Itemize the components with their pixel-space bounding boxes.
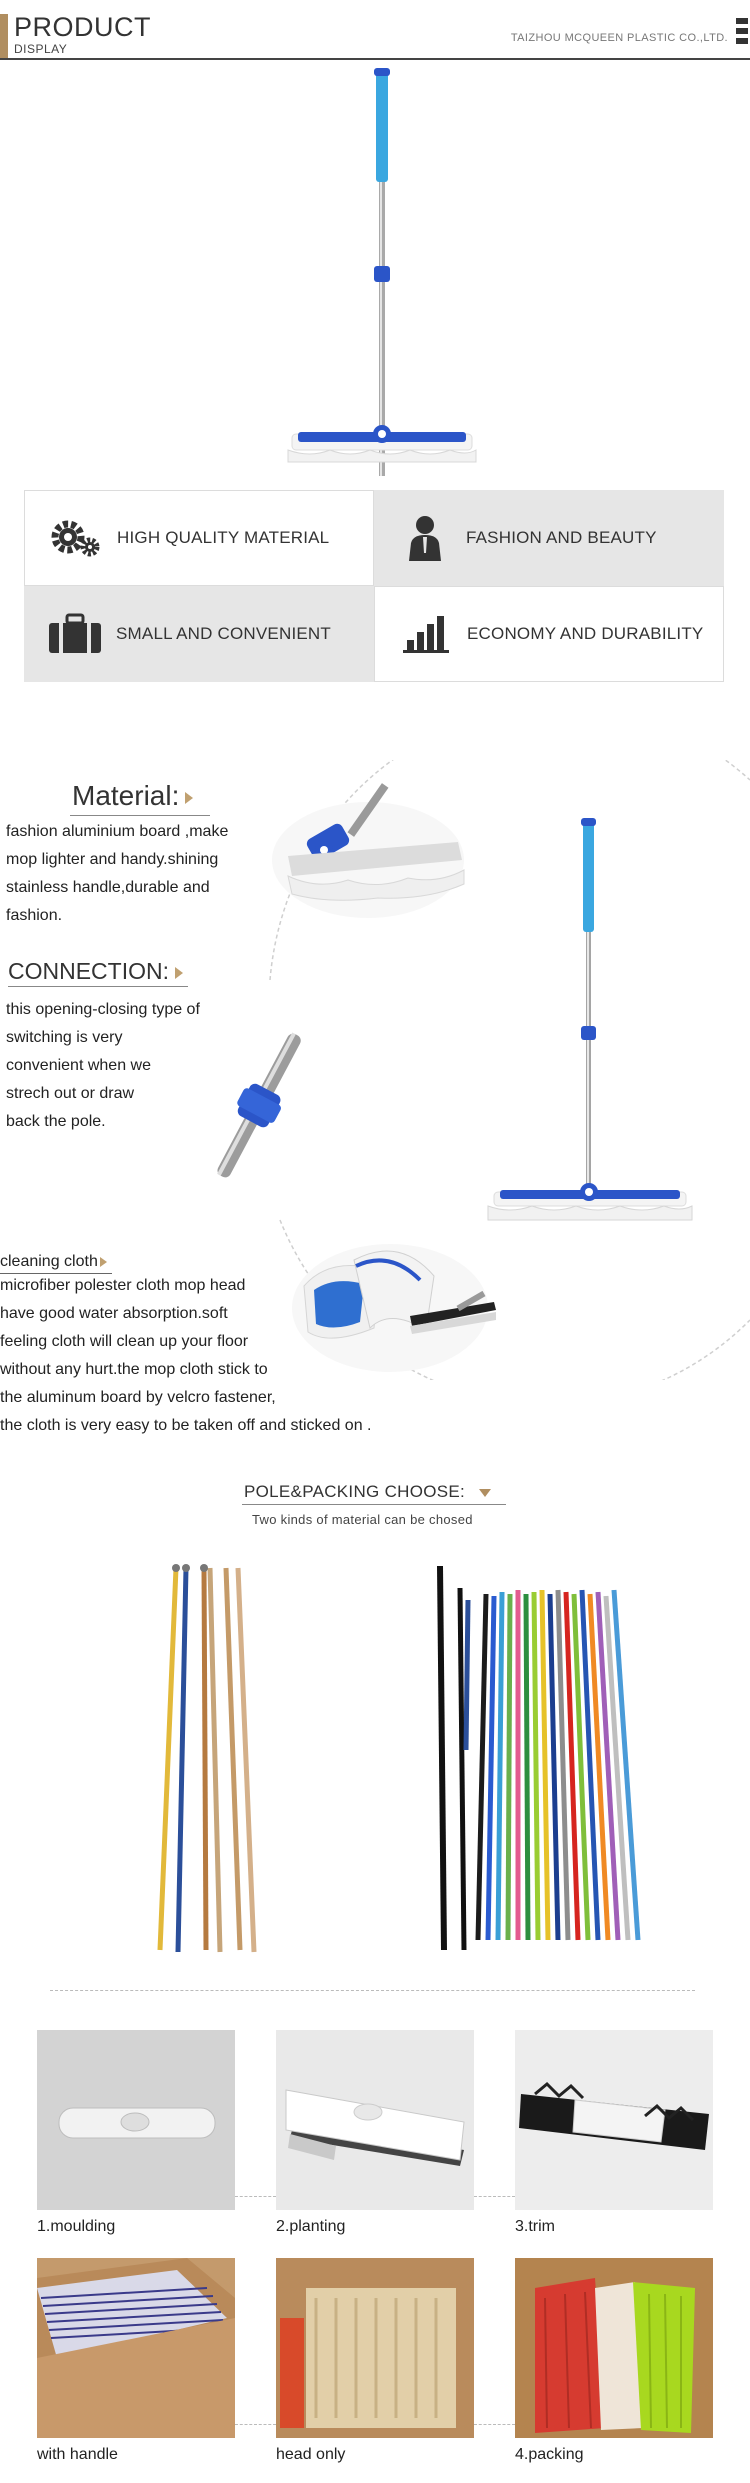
poles-title-text: POLE&PACKING CHOOSE: [244, 1482, 466, 1501]
step-caption: 3.trim [515, 2218, 555, 2235]
cloth-heading [0, 1253, 107, 1271]
metal-poles-image [420, 1560, 700, 1970]
header-accent-bar [0, 14, 8, 58]
header-subtitle: DISPLAY [14, 42, 68, 56]
feature-economy [374, 586, 724, 682]
poles-subtitle: Two kinds of material can be chosed [252, 1512, 473, 1527]
material-line: fashion. [6, 907, 63, 924]
triangle-icon [175, 967, 183, 979]
poles-title [244, 1482, 491, 1502]
step-connector [235, 2196, 276, 2197]
step-caption: 1.moulding [37, 2218, 116, 2235]
feature-label: SMALL AND CONVENIENT [116, 624, 331, 643]
bar-chart-icon [397, 605, 455, 663]
connection-heading-text: CONNECTION: [8, 958, 169, 984]
connection-line: convenient when we [6, 1057, 151, 1074]
material-text [6, 818, 228, 930]
big-mop-image [470, 816, 710, 1236]
step-connector [235, 2424, 276, 2425]
feature-label: ECONOMY AND DURABILITY [467, 624, 704, 643]
material-line: fashion aluminium board ,make [6, 823, 229, 840]
connection-line: switching is very [6, 1029, 123, 1046]
cloth-line: feeling cloth will clean up your floor [0, 1333, 249, 1350]
feature-label: FASHION AND BEAUTY [466, 528, 657, 547]
poles-title-underline [242, 1504, 506, 1505]
box-packing-image [515, 2258, 713, 2438]
mop-head-closeup-image [268, 780, 468, 920]
step-caption: 4.packing [515, 2446, 584, 2463]
material-heading [72, 780, 193, 812]
header [0, 0, 750, 60]
feature-convenient [24, 586, 374, 682]
material-underline [70, 815, 210, 816]
wooden-poles-image [140, 1560, 270, 1960]
gears-icon [47, 509, 105, 567]
hero-mop-image [270, 66, 480, 476]
feature-label: HIGH QUALITY MATERIAL [117, 528, 330, 547]
step-caption: head only [276, 2446, 346, 2463]
step-connector [474, 2424, 515, 2425]
box-with-handles-image [37, 2258, 235, 2438]
connection-text [6, 996, 200, 1136]
head-only-photo [276, 2258, 474, 2438]
broom-head-trimmed-image [515, 2030, 713, 2210]
cloth-line: the aluminum board by velcro fastener, [0, 1389, 276, 1406]
connector-closeup-image [190, 1016, 330, 1196]
connection-line: this opening-closing type of [6, 1001, 200, 1018]
connection-line: strech out or draw [6, 1085, 135, 1102]
material-line: stainless handle,durable and [6, 879, 210, 896]
briefcase-icon [46, 605, 104, 663]
connection-underline [8, 986, 188, 987]
with-handle-photo [37, 2258, 235, 2438]
section-divider [50, 1990, 695, 1991]
cloth-line: the cloth is very easy to be taken off and sticked on . [0, 1417, 372, 1434]
features-grid [24, 490, 724, 682]
trim-photo [515, 2030, 713, 2210]
cloth-heading-text: cleaning cloth [0, 1253, 98, 1270]
moulding-photo [37, 2030, 235, 2210]
triangle-down-icon [479, 1489, 491, 1497]
connection-heading [8, 958, 183, 985]
step-caption: 2.planting [276, 2218, 346, 2235]
cloth-line: microfiber polester cloth mop head [0, 1277, 246, 1294]
broom-head-bristles-image [276, 2030, 474, 2210]
box-head-only-image [276, 2258, 474, 2438]
person-icon [396, 509, 454, 567]
header-title: PRODUCT [14, 12, 151, 42]
feature-fashion [374, 490, 724, 586]
material-line: mop lighter and handy.shining [6, 851, 219, 868]
feature-quality [24, 490, 374, 586]
company-name: TAIZHOU MCQUEEN PLASTIC CO.,LTD. [510, 32, 728, 44]
broom-head-blank-image [37, 2030, 235, 2210]
header-divider [0, 58, 750, 60]
step-connector [474, 2196, 515, 2197]
cloth-closeup-image [290, 1236, 500, 1376]
planting-photo [276, 2030, 474, 2210]
triangle-icon [100, 1257, 107, 1267]
triangle-icon [185, 792, 193, 804]
cloth-line: without any hurt.the mop cloth stick to [0, 1361, 268, 1378]
packing-photo [515, 2258, 713, 2438]
connection-line: back the pole. [6, 1113, 106, 1130]
cloth-line: have good water absorption.soft [0, 1305, 228, 1322]
material-heading-text: Material: [72, 780, 180, 811]
stripes-icon [736, 18, 748, 54]
step-caption: with handle [37, 2446, 118, 2463]
